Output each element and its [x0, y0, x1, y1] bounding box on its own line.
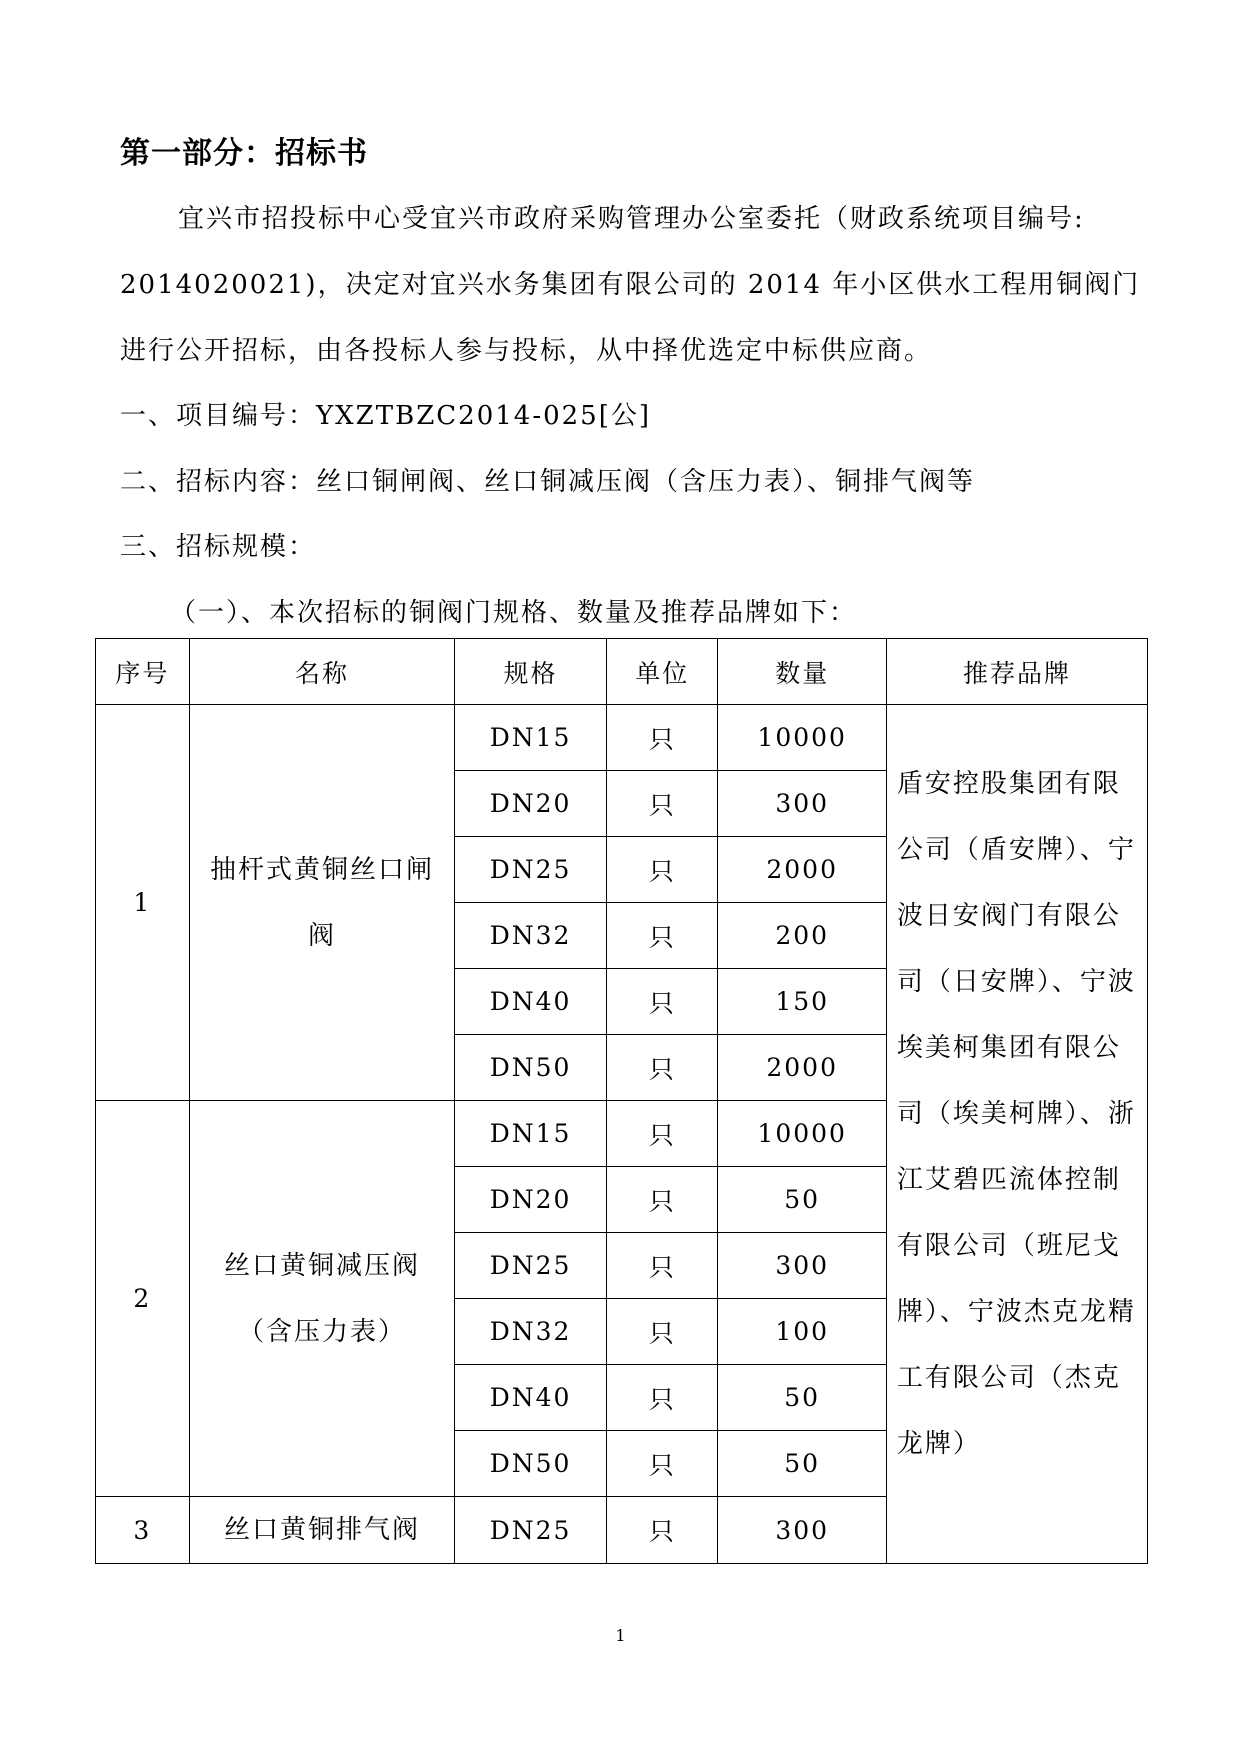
group-3-no: 3	[96, 1497, 190, 1564]
cell-unit: 只	[606, 969, 718, 1035]
section-heading: 第一部分：招标书	[120, 136, 368, 171]
cell-spec: DN25	[455, 1233, 607, 1299]
page-number: 1	[615, 1626, 626, 1645]
header-brand: 推荐品牌	[886, 639, 1147, 705]
cell-unit: 只	[606, 1299, 718, 1365]
cell-qty: 2000	[718, 837, 886, 903]
cell-qty: 10000	[718, 1101, 886, 1167]
cell-spec: DN20	[455, 771, 607, 837]
cell-qty: 300	[718, 771, 886, 837]
cell-spec: DN25	[455, 837, 607, 903]
intro-line-1: 宜兴市招投标中心受宜兴市政府采购管理办公室委托（财政系统项目编号:	[178, 204, 1085, 234]
header-unit: 单位	[606, 639, 718, 705]
cell-spec: DN40	[455, 1365, 607, 1431]
cell-unit: 只	[606, 1233, 718, 1299]
tender-content-item: 二、招标内容：丝口铜闸阀、丝口铜减压阀（含压力表）、铜排气阀等	[120, 467, 976, 497]
cell-unit: 只	[606, 1167, 718, 1233]
header-no: 序号	[96, 639, 190, 705]
table-header-row	[96, 639, 1148, 705]
cell-unit: 只	[606, 1035, 718, 1101]
valve-spec-table	[95, 638, 1148, 1564]
cell-spec: DN15	[455, 1101, 607, 1167]
tender-scale-subitem: （一）、本次招标的铜阀门规格、数量及推荐品牌如下：	[170, 598, 858, 628]
cell-qty: 2000	[718, 1035, 886, 1101]
cell-qty: 300	[718, 1497, 886, 1564]
cell-unit: 只	[606, 1431, 718, 1497]
intro-line-2: 2014020021)，决定对宜兴水务集团有限公司的 2014 年小区供水工程用铜阀门	[120, 270, 1141, 300]
cell-qty: 10000	[718, 705, 886, 771]
cell-spec: DN50	[455, 1035, 607, 1101]
cell-unit: 只	[606, 837, 718, 903]
cell-spec: DN15	[455, 705, 607, 771]
cell-unit: 只	[606, 1497, 718, 1564]
cell-qty: 50	[718, 1167, 886, 1233]
cell-unit: 只	[606, 1101, 718, 1167]
cell-spec: DN25	[455, 1497, 607, 1564]
cell-unit: 只	[606, 705, 718, 771]
cell-spec: DN50	[455, 1431, 607, 1497]
cell-qty: 200	[718, 903, 886, 969]
project-number-item: 一、项目编号：YXZTBZC2014-025[公]	[120, 401, 652, 431]
cell-spec: DN32	[455, 903, 607, 969]
group-2-name: 丝口黄铜减压阀（含压力表）	[189, 1101, 455, 1497]
cell-unit: 只	[606, 903, 718, 969]
cell-qty: 300	[718, 1233, 886, 1299]
cell-qty: 50	[718, 1365, 886, 1431]
cell-unit: 只	[606, 771, 718, 837]
group-1-no: 1	[96, 705, 190, 1101]
cell-qty: 150	[718, 969, 886, 1035]
cell-unit: 只	[606, 1365, 718, 1431]
header-qty: 数量	[718, 639, 886, 705]
cell-spec: DN20	[455, 1167, 607, 1233]
group-3-name: 丝口黄铜排气阀	[189, 1497, 455, 1564]
header-spec: 规格	[455, 639, 607, 705]
table-row	[96, 705, 1148, 771]
cell-qty: 50	[718, 1431, 886, 1497]
tender-scale-item: 三、招标规模：	[120, 532, 317, 562]
cell-spec: DN40	[455, 969, 607, 1035]
group-1-name: 抽杆式黄铜丝口闸阀	[189, 705, 455, 1101]
intro-line-3: 进行公开招标，由各投标人参与投标，从中择优选定中标供应商。	[120, 336, 933, 366]
header-name: 名称	[189, 639, 455, 705]
group-2-no: 2	[96, 1101, 190, 1497]
cell-qty: 100	[718, 1299, 886, 1365]
cell-spec: DN32	[455, 1299, 607, 1365]
recommended-brands: 盾安控股集团有限公司（盾安牌）、宁波日安阀门有限公司（日安牌）、宁波埃美柯集团有限公司（埃美柯牌）、浙江艾碧匹流体控制有限公司（班尼戈牌）、宁波杰克龙精工有限公司（杰克龙牌）	[886, 705, 1147, 1564]
